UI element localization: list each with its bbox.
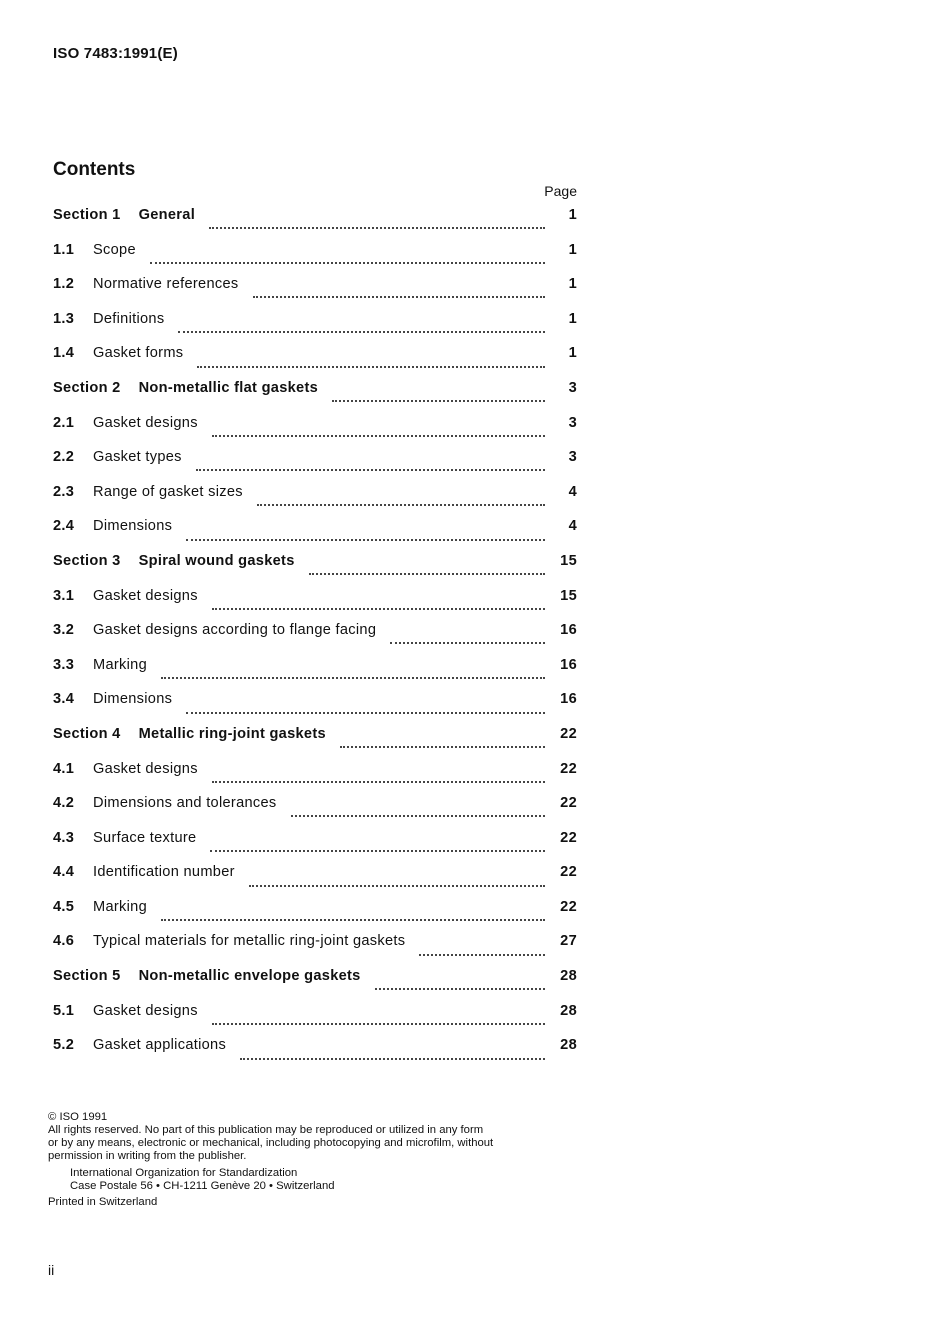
toc-entry-page: 22	[560, 864, 577, 881]
toc-entry-title: Gasket designs	[93, 1002, 198, 1019]
toc-entry	[53, 415, 577, 450]
toc-entry-title: Gasket forms	[93, 345, 184, 362]
toc-entry-number: 4.4	[53, 864, 75, 881]
toc-entry-number: 3.4	[53, 691, 75, 708]
dot-leader	[161, 919, 545, 921]
toc-entry-number: 1.3	[53, 310, 75, 327]
toc-entry	[53, 657, 577, 692]
toc-entry-page: 1	[568, 345, 577, 362]
dot-leader	[240, 1058, 545, 1060]
page-number: ii	[48, 1262, 55, 1278]
rights-line-2: or by any means, electronic or mechanical, including photocopying and microfilm, without	[48, 1137, 494, 1149]
toc-entry-title: Identification number	[93, 864, 235, 881]
dot-leader	[186, 539, 545, 541]
dot-leader	[186, 712, 545, 714]
toc-entry-number: Section 4	[53, 725, 121, 742]
toc-entry	[53, 795, 577, 830]
toc-entry-page: 27	[560, 933, 577, 950]
toc-entry-number: Section 5	[53, 968, 121, 985]
toc-entry-page: 15	[560, 587, 577, 604]
toc-entry-title: Gasket applications	[93, 1037, 227, 1054]
toc-entry-title: Spiral wound gaskets	[138, 552, 295, 569]
copyright-line: © ISO 1991	[48, 1111, 108, 1123]
toc-entry	[53, 345, 577, 380]
toc-entry-number: 1.1	[53, 241, 75, 258]
toc-entry-page: 28	[560, 968, 577, 985]
toc-entry-number: 5.2	[53, 1037, 75, 1054]
toc-entry-title: Surface texture	[93, 829, 197, 846]
table-of-contents	[53, 207, 577, 1072]
toc-entry	[53, 276, 577, 311]
dot-leader	[150, 262, 545, 264]
toc-entry-page: 22	[560, 760, 577, 777]
toc-entry	[53, 242, 577, 277]
toc-entry-page: 4	[568, 483, 577, 500]
toc-entry	[53, 484, 577, 519]
dot-leader	[161, 677, 545, 679]
toc-entry-number: 2.3	[53, 483, 75, 500]
dot-leader	[212, 1023, 545, 1025]
toc-entry-number: 4.2	[53, 795, 75, 812]
toc-entry-title: Dimensions	[93, 518, 173, 535]
toc-entry-number: Section 2	[53, 379, 121, 396]
toc-entry-number: 4.1	[53, 760, 75, 777]
toc-entry-number: 3.2	[53, 622, 75, 639]
dot-leader	[212, 781, 545, 783]
toc-entry-number: 1.4	[53, 345, 75, 362]
dot-leader	[332, 400, 545, 402]
toc-entry-number: 2.2	[53, 449, 75, 466]
toc-entry	[53, 518, 577, 553]
dot-leader	[375, 988, 545, 990]
toc-entry-title: Definitions	[93, 310, 165, 327]
copyright-notice	[48, 1111, 578, 1209]
dot-leader	[212, 435, 545, 437]
toc-entry	[53, 864, 577, 899]
toc-entry-page: 1	[568, 207, 577, 223]
toc-entry-title: Non-metallic envelope gaskets	[138, 968, 361, 985]
organization-address: Case Postale 56 • CH-1211 Genève 20 • Switzerland	[70, 1180, 335, 1192]
toc-section-entry	[53, 207, 577, 242]
toc-entry-title: Typical materials for metallic ring-joint gaskets	[93, 933, 406, 950]
dot-leader	[390, 642, 545, 644]
toc-entry-title: Gasket designs	[93, 760, 198, 777]
toc-entry-page: 22	[560, 725, 577, 742]
toc-entry-page: 22	[560, 795, 577, 812]
toc-entry-page: 3	[568, 414, 577, 431]
toc-section-entry	[53, 380, 577, 415]
toc-entry-title: Scope	[93, 241, 136, 258]
printed-in: Printed in Switzerland	[48, 1196, 158, 1208]
toc-entry	[53, 588, 577, 623]
toc-entry	[53, 761, 577, 796]
toc-entry-page: 16	[560, 691, 577, 708]
toc-entry-title: Range of gasket sizes	[93, 483, 243, 500]
toc-section-entry	[53, 553, 577, 588]
toc-entry-title: Gasket designs according to flange facing	[93, 622, 377, 639]
rights-line-3: permission in writing from the publisher.	[48, 1150, 247, 1162]
toc-entry-title: Dimensions	[93, 691, 173, 708]
toc-entry-number: 1.2	[53, 276, 75, 293]
toc-entry-number: 4.5	[53, 898, 75, 915]
toc-entry-title: Normative references	[93, 276, 239, 293]
toc-entry-page: 28	[560, 1002, 577, 1019]
dot-leader	[178, 331, 545, 333]
dot-leader	[210, 850, 545, 852]
toc-entry	[53, 899, 577, 934]
toc-entry-page: 4	[568, 518, 577, 535]
contents-title: Contents	[53, 159, 136, 180]
toc-entry-page: 22	[560, 898, 577, 915]
dot-leader	[291, 815, 545, 817]
toc-entry-title: Marking	[93, 656, 148, 673]
toc-entry-title: Gasket designs	[93, 587, 198, 604]
page-column-label: Page	[544, 183, 577, 199]
toc-entry-number: 2.1	[53, 414, 75, 431]
toc-entry-page: 15	[560, 552, 577, 569]
toc-entry-title: Metallic ring-joint gaskets	[138, 725, 326, 742]
toc-section-entry	[53, 726, 577, 761]
toc-entry	[53, 691, 577, 726]
toc-entry-page: 3	[568, 449, 577, 466]
toc-entry-page: 22	[560, 829, 577, 846]
toc-entry-title: Gasket designs	[93, 414, 198, 431]
toc-entry	[53, 449, 577, 484]
toc-entry-number: Section 3	[53, 552, 121, 569]
toc-entry	[53, 311, 577, 346]
organization-name: International Organization for Standardization	[70, 1167, 298, 1179]
dot-leader	[212, 608, 545, 610]
toc-entry	[53, 1003, 577, 1038]
dot-leader	[196, 469, 545, 471]
rights-line-1: All rights reserved. No part of this publication may be reproduced or utilized in any form	[48, 1124, 484, 1136]
dot-leader	[209, 227, 545, 229]
toc-entry-title: Marking	[93, 898, 148, 915]
toc-entry-title: General	[138, 207, 196, 223]
toc-entry-page: 16	[560, 656, 577, 673]
toc-entry-page: 3	[568, 379, 577, 396]
dot-leader	[253, 296, 545, 298]
toc-entry	[53, 1037, 577, 1072]
dot-leader	[197, 366, 545, 368]
toc-entry-number: 4.6	[53, 933, 75, 950]
dot-leader	[257, 504, 545, 506]
toc-entry-page: 28	[560, 1037, 577, 1054]
toc-entry-title: Non-metallic flat gaskets	[138, 379, 319, 396]
toc-entry-number: 3.1	[53, 587, 75, 604]
toc-entry-number: Section 1	[53, 207, 121, 223]
toc-entry	[53, 933, 577, 968]
toc-entry-title: Dimensions and tolerances	[93, 795, 277, 812]
toc-entry	[53, 622, 577, 657]
toc-entry-page: 16	[560, 622, 577, 639]
toc-entry-page: 1	[568, 310, 577, 327]
toc-entry-number: 2.4	[53, 518, 75, 535]
dot-leader	[249, 885, 545, 887]
toc-entry-number: 3.3	[53, 656, 75, 673]
toc-entry-title: Gasket types	[93, 449, 182, 466]
toc-section-entry	[53, 968, 577, 1003]
toc-entry-number: 5.1	[53, 1002, 75, 1019]
toc-entry-number: 4.3	[53, 829, 75, 846]
toc-entry-page: 1	[568, 241, 577, 258]
toc-entry-page: 1	[568, 276, 577, 293]
toc-entry	[53, 830, 577, 865]
dot-leader	[419, 954, 545, 956]
dot-leader	[340, 746, 545, 748]
document-id: ISO 7483:1991(E)	[53, 45, 178, 62]
dot-leader	[309, 573, 545, 575]
